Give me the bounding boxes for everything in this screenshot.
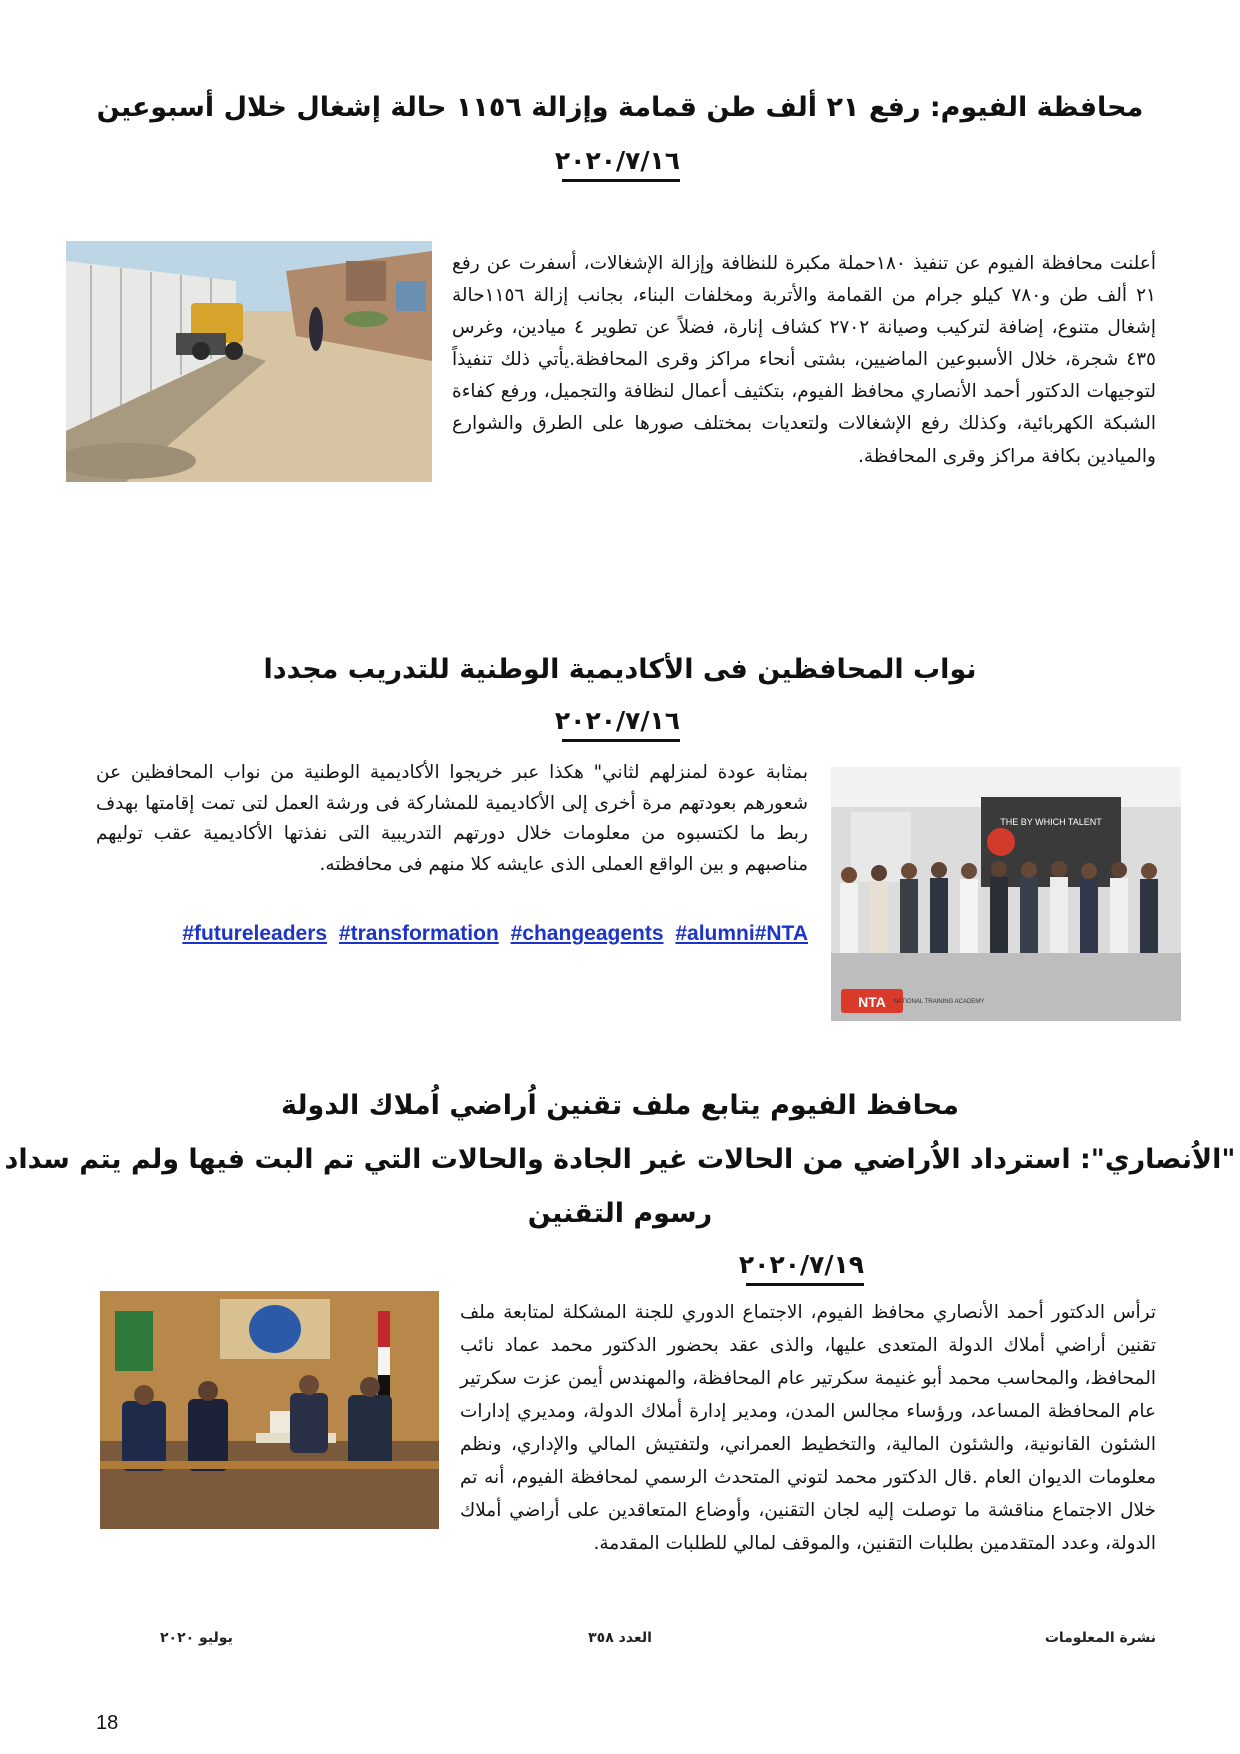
article3-photo-meeting <box>100 1291 439 1529</box>
article2-photo-group <box>831 767 1181 1021</box>
footer-publication: نشرة المعلومات <box>1044 1630 1156 1646</box>
hashtag-link[interactable]: #futureleaders <box>182 922 328 945</box>
article2-title: نواب المحافظين فى الأكاديمية الوطنية للتدريب مجددا <box>263 654 977 685</box>
article1-photo-street-cleaning <box>66 241 432 482</box>
article1-body: أعلنت محافظة الفيوم عن تنفيذ ١٨٠حملة مكبرة للنظافة وإزالة الإشغالات، أسفرت عن رفع ٢١ ألف طن و٧٨٠ كيلو جرام من القمامة والأتربة ومخلفات البناء، بجانب إزالة ١١٥٦حالة إشغال متنوع، إضافة لتركيب وصيانة ٢٧٠٢ كشاف إنارة، فضلاً عن تطوير ٤ ميادين، وغرس ٤٣٥ شجرة، خلال الأسبوعين الماضيين، بشتى أنحاء مراكز وقرى المحافظة.يأتي ذلك تنفيذاً لتوجيهات الدكتور أحمد الأنصاري محافظ الفيوم، بتكثيف أعمال لنظافة والتجميل، ورفع كفاءة الشبكة الكهربائية، وكذلك رفع الإشغالات ولتعديات بمختلف صورها على الطرق والشوارع والميادين بكافة مراكز وقرى المحافظة. <box>452 253 1156 467</box>
article2-body: بمثابة عودة لمنزلهم لثاني" هكذا عبر خريجوا الأكاديمية الوطنية من نواب المحافظين عن شعورهم بعودتهم مرة أخرى إلى الأكاديمية للمشاركة فى ورشة العمل لتى تمت إقامتها بهدف ربط ما لكتسبوه من معلومات خلال دورتهم التدريبية التى نفذتها الأكاديمية عقب توليهم مناصبهم و بين الواقع العملى الذى عايشه كلا منهم فى محافظته. <box>96 762 808 875</box>
hashtag-link[interactable]: #transformation <box>338 922 499 945</box>
article2-date: ٢٠٢٠/٧/١٦ <box>562 706 680 742</box>
footer-issue: العدد ٣٥٨ <box>588 1630 652 1646</box>
article3-body-main <box>460 1296 1156 1560</box>
article2-hashtags <box>96 922 808 946</box>
article1-title: محافظة الفيوم: رفع ٢١ ألف طن قمامة وإزالة ١١٥٦ حالة إشغال خلال أسبوعين <box>96 92 1144 123</box>
page-number: 18 <box>96 1712 119 1734</box>
photo-banner-text: THE BY WHICH TALENT <box>1000 817 1102 827</box>
article3-title-line2: "الاُنصاري": استرداد الاُراضي من الحالات غير الجادة والحالات التي تم البت فيها ولم يتم سداد <box>4 1144 1236 1175</box>
article3-title-line1: محافظ الفيوم يتابع ملف تقنين اُراضي اُملاك الدولة <box>281 1090 959 1121</box>
footer-month: يوليو ٢٠٢٠ <box>160 1630 233 1646</box>
hashtag-link[interactable]: #alumni#NTA <box>675 922 808 945</box>
nta-logo: NTA <box>858 994 886 1010</box>
nta-logo-subtitle: NATIONAL TRAINING ACADEMY <box>893 999 985 1005</box>
article1-date: ٢٠٢٠/٧/١٦ <box>562 146 680 182</box>
article3-body: ترأس الدكتور أحمد الأنصاري محافظ الفيوم، الاجتماع الدوري للجنة المشكلة لمتابعة ملف تقنين أراضي أملاك الدولة المتعدى عليها، والذى عقد بحضور الدكتور محمد عماد نائب المحافظ، والمحاسب محمد أبو غنيمة سكرتير عام المحافظة، والمهندس أيمن عزت سكرتير عام المحافظة المساعد، ورؤساء مجالس المدن، ومدير إدارة أملاك الدولة، ومديري إدارات الشئون القانونية، والشئون المالية، والتخطيط العمراني، ولتفتيش المالي والإداري، ونظم معلومات الديوان العام .قال الدكتور محمد لتوني المتحدث الرسمي لمحافظة الفيوم، أنه تم خلال الاجتماع مناقشة ما توصلت إليه لجان التقنين، وأوضاع المتعاقدين على أراضي أملاك الدولة، وعدد المتقدمين بطلبات التقنين، والموقف لمالي للطلبات المقدمة. <box>460 1302 1156 1554</box>
article3-title-line3: رسوم التقنين <box>527 1198 713 1229</box>
article3-date: ٢٠٢٠/٧/١٩ <box>746 1250 864 1286</box>
hashtag-link[interactable]: #changeagents <box>510 922 664 945</box>
